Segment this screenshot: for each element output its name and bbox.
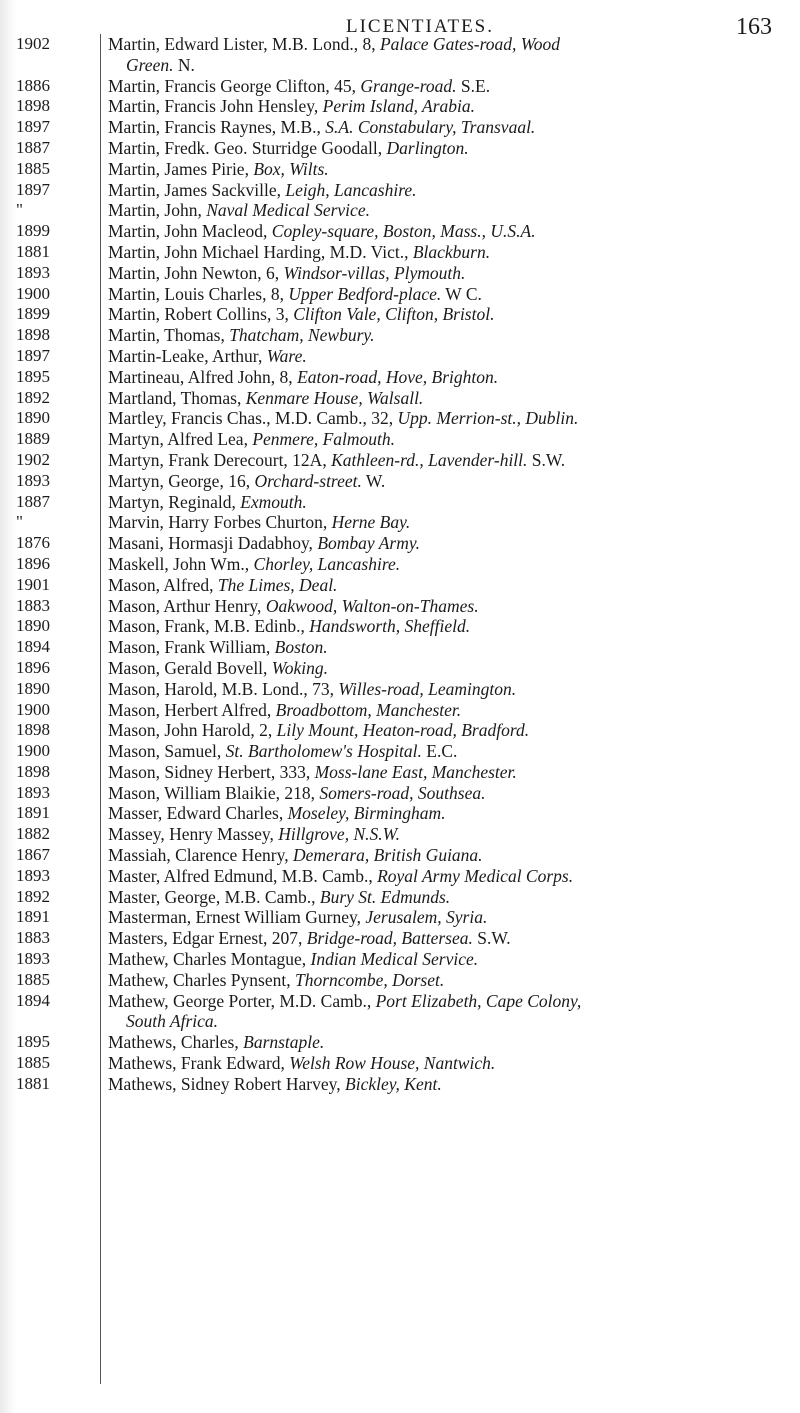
list-item: [108, 928, 768, 949]
list-item: [108, 907, 768, 928]
list-item: [108, 242, 768, 263]
licentiate-name: Mason, Frank William,: [108, 637, 275, 658]
licentiate-name: Maskell, John Wm.,: [108, 553, 254, 574]
admission-year: 1896: [16, 657, 50, 677]
licentiate-address: S.A. Constabulary, Transvaal.: [325, 117, 536, 138]
list-item: [108, 824, 768, 845]
list-item: [108, 949, 768, 970]
licentiate-name: Masser, Edward Charles,: [108, 803, 288, 824]
list-item: [108, 388, 768, 409]
entry-continuation: [108, 1011, 768, 1032]
licentiate-address: Port Elizabeth, Cape Colony,: [375, 990, 582, 1011]
list-item: [108, 866, 768, 887]
licentiate-address: Leigh, Lancashire.: [285, 179, 417, 200]
postal-district: E.C.: [421, 741, 458, 762]
list-item: [108, 200, 768, 221]
admission-year: 1894: [16, 990, 50, 1010]
licentiate-address: Naval Medical Service.: [206, 200, 370, 221]
licentiate-name: Mason, Arthur Henry,: [108, 595, 266, 616]
list-item: [108, 970, 768, 991]
admission-year: 1893: [16, 949, 50, 969]
list-item: [108, 1053, 768, 1074]
admission-year: [16, 1011, 102, 1032]
list-item: [108, 346, 768, 367]
admission-year: 1898: [16, 720, 50, 740]
licentiate-address: Demerara, British Guiana.: [292, 845, 483, 866]
licentiate-address: Darlington.: [386, 137, 469, 158]
licentiate-address: Grange-road.: [360, 75, 457, 96]
licentiate-address: Woking.: [271, 657, 329, 678]
licentiate-name: Mason, Herbert Alfred,: [108, 699, 276, 720]
licentiate-address: Copley-square, Boston, Mass., U.S.A.: [271, 221, 536, 242]
list-item: [108, 263, 768, 284]
licentiate-name: Martineau, Alfred John, 8,: [108, 366, 298, 387]
admission-year: 1897: [16, 117, 50, 137]
licentiate-name: Master, Alfred Edmund, M.B. Camb.,: [108, 865, 378, 886]
admission-year: 1893: [16, 470, 50, 490]
admission-year: 1881: [16, 241, 50, 261]
admission-year: 1896: [16, 553, 50, 573]
list-item: [108, 408, 768, 429]
list-item: [108, 159, 768, 180]
list-item: [108, 700, 768, 721]
list-item: [108, 720, 768, 741]
licentiate-name: Mason, Gerald Bovell,: [108, 657, 272, 678]
list-item: [108, 367, 768, 388]
licentiate-address: Handsworth, Sheffield.: [309, 616, 471, 637]
admission-year: 1883: [16, 595, 50, 615]
admission-year: 1898: [16, 761, 50, 781]
list-item: [108, 304, 768, 325]
page-number: 163: [736, 14, 772, 40]
admission-year: 1900: [16, 741, 50, 761]
licentiate-address: Penmere, Falmouth.: [252, 429, 396, 450]
licentiate-name: Massey, Henry Massey,: [108, 824, 279, 845]
admission-year: 1891: [16, 803, 50, 823]
list-item: [108, 679, 768, 700]
licentiate-name: Mason, Frank, M.B. Edinb.,: [108, 616, 310, 637]
licentiate-name: Martin-Leake, Arthur,: [108, 345, 267, 366]
postal-district: S.W.: [527, 449, 566, 470]
licentiate-name: Martin, Robert Collins, 3,: [108, 304, 294, 325]
licentiate-address: Jerusalem, Syria.: [365, 907, 488, 928]
licentiate-name: Masters, Edgar Ernest, 207,: [108, 928, 307, 949]
licentiate-address: Thatcham, Newbury.: [229, 325, 375, 346]
licentiate-address: Bury St. Edmunds.: [319, 886, 451, 907]
licentiate-name: Mason, John Harold, 2,: [108, 720, 277, 741]
licentiate-address: St. Bartholomew's Hospital.: [225, 741, 422, 762]
licentiate-address: Exmouth.: [240, 491, 307, 512]
licentiate-name: Master, George, M.B. Camb.,: [108, 886, 320, 907]
list-item: [108, 34, 768, 55]
licentiate-name: Martin, John Michael Harding, M.D. Vict.,: [108, 241, 413, 262]
admission-year: 1867: [16, 845, 50, 865]
licentiate-address: Moss-lane East, Manchester.: [314, 761, 517, 782]
admission-year: ": [16, 512, 23, 532]
licentiate-name: Mason, William Blaikie, 218,: [108, 782, 320, 803]
admission-year: 1902: [16, 449, 50, 469]
page-gutter-shadow: [0, 0, 16, 1413]
licentiate-name: Martyn, George, 16,: [108, 470, 255, 491]
licentiate-address: Welsh Row House, Nantwich.: [289, 1053, 496, 1074]
admission-year: 1890: [16, 678, 50, 698]
licentiate-address: Moseley, Birmingham.: [287, 803, 446, 824]
licentiate-name: Martin, Fredk. Geo. Sturridge Goodall,: [108, 137, 387, 158]
licentiates-list: [108, 34, 768, 1095]
list-item: [108, 658, 768, 679]
admission-year: 1887: [16, 137, 50, 157]
licentiate-name: Martin, Francis George Clifton, 45,: [108, 75, 361, 96]
licentiate-address: Box, Wilts.: [253, 158, 329, 179]
postal-district: S.W.: [472, 928, 511, 949]
licentiate-address: Oakwood, Walton-on-Thames.: [265, 595, 479, 616]
list-item: [108, 991, 768, 1012]
licentiate-name: Martland, Thomas,: [108, 387, 246, 408]
licentiate-address: Perim Island, Arabia.: [322, 96, 475, 117]
licentiate-address: Kenmare House, Walsall.: [245, 387, 424, 408]
licentiate-address: Bridge-road, Battersea.: [306, 928, 473, 949]
licentiate-address: Ware.: [266, 345, 307, 366]
admission-year: 1902: [16, 34, 50, 53]
licentiate-name: Mason, Alfred,: [108, 574, 218, 595]
licentiate-name: Mason, Harold, M.B. Lond., 73,: [108, 678, 339, 699]
admission-year: 1900: [16, 283, 50, 303]
licentiate-address: Blackburn.: [412, 241, 491, 262]
licentiate-address: Hillgrove, N.S.W.: [278, 824, 400, 845]
licentiate-address: Somers-road, Southsea.: [319, 782, 486, 803]
licentiate-name: Martin, Francis Raynes, M.B.,: [108, 117, 326, 138]
licentiate-address: Orchard-street.: [254, 470, 362, 491]
licentiate-address: The Limes, Deal.: [217, 574, 338, 595]
admission-year: 1901: [16, 574, 50, 594]
licentiate-address: Willes-road, Leamington.: [338, 678, 517, 699]
list-item: [108, 803, 768, 824]
licentiate-name: Martin, John Macleod,: [108, 221, 272, 242]
licentiate-address: Bombay Army.: [317, 533, 421, 554]
licentiate-name: Mason, Samuel,: [108, 741, 226, 762]
list-item: [108, 596, 768, 617]
admission-year: ": [16, 200, 23, 220]
licentiate-name: Martin, Edward Lister, M.B. Lond., 8,: [108, 34, 380, 54]
licentiate-name: Mathew, Charles Pynsent,: [108, 969, 295, 990]
admission-year: 1885: [16, 158, 50, 178]
admission-year: 1900: [16, 699, 50, 719]
list-item: [108, 1074, 768, 1095]
licentiate-name: Martyn, Reginald,: [108, 491, 241, 512]
licentiate-address: Green.: [126, 54, 174, 75]
list-item: [108, 533, 768, 554]
list-item: [108, 138, 768, 159]
admission-year: 1895: [16, 1032, 50, 1052]
licentiate-name: Martin, Thomas,: [108, 325, 230, 346]
admission-year: 1894: [16, 637, 50, 657]
list-item: [108, 325, 768, 346]
admission-year: 1881: [16, 1073, 50, 1093]
licentiate-name: Masterman, Ernest William Gurney,: [108, 907, 366, 928]
admission-year: 1887: [16, 491, 50, 511]
licentiate-name: Martyn, Alfred Lea,: [108, 429, 253, 450]
licentiate-address: South Africa.: [126, 1011, 219, 1032]
admission-year: 1893: [16, 865, 50, 885]
list-item: [108, 96, 768, 117]
admission-year: 1883: [16, 928, 50, 948]
licentiate-address: Upper Bedford-place.: [288, 283, 442, 304]
licentiate-name: Mathew, Charles Montague,: [108, 949, 311, 970]
list-item: [108, 221, 768, 242]
postal-district: W.: [361, 470, 386, 491]
list-item: [108, 1032, 768, 1053]
list-item: [108, 492, 768, 513]
list-item: [108, 845, 768, 866]
list-item: [108, 284, 768, 305]
list-item: [108, 512, 768, 533]
licentiate-address: Eaton-road, Hove, Brighton.: [297, 366, 499, 387]
list-item: [108, 637, 768, 658]
admission-year: 1895: [16, 366, 50, 386]
admission-year: 1890: [16, 408, 50, 428]
licentiate-name: Martin, John,: [108, 200, 207, 221]
list-item: [108, 616, 768, 637]
admission-year: 1885: [16, 1053, 50, 1073]
list-item: [108, 180, 768, 201]
admission-year: 1890: [16, 616, 50, 636]
admission-year: 1897: [16, 345, 50, 365]
admission-year: 1876: [16, 533, 50, 553]
licentiate-address: Lily Mount, Heaton-road, Bradford.: [276, 720, 530, 741]
list-item: [108, 783, 768, 804]
list-item: [108, 887, 768, 908]
postal-district: W C.: [441, 283, 482, 304]
entry-continuation: [108, 55, 768, 76]
list-item: [108, 429, 768, 450]
licentiate-address: Thorncombe, Dorset.: [294, 969, 445, 990]
licentiate-name: Martley, Francis Chas., M.D. Camb., 32,: [108, 408, 398, 429]
list-item: [108, 76, 768, 97]
admission-year: 1885: [16, 969, 50, 989]
list-item: [108, 762, 768, 783]
admission-year: 1897: [16, 179, 50, 199]
list-item: [108, 117, 768, 138]
licentiate-name: Mathews, Charles,: [108, 1032, 244, 1053]
column-rule: [100, 34, 101, 1384]
admission-year: 1882: [16, 824, 50, 844]
admission-year: 1892: [16, 886, 50, 906]
postal-district: N.: [173, 54, 195, 75]
licentiate-address: Kathleen-rd., Lavender-hill.: [331, 449, 528, 470]
admission-year: 1899: [16, 221, 50, 241]
licentiate-address: Palace Gates-road, Wood: [379, 34, 560, 54]
licentiate-name: Masani, Hormasji Dadabhoy,: [108, 533, 318, 554]
list-item: [108, 450, 768, 471]
list-item: [108, 471, 768, 492]
licentiate-address: Royal Army Medical Corps.: [377, 865, 574, 886]
admission-year: 1898: [16, 325, 50, 345]
licentiate-address: Upp. Merrion-st., Dublin.: [397, 408, 579, 429]
licentiate-address: Chorley, Lancashire.: [253, 553, 401, 574]
admission-year: 1889: [16, 429, 50, 449]
licentiate-name: Martin, James Sackville,: [108, 179, 286, 200]
licentiate-address: Boston.: [274, 637, 328, 658]
admission-year: 1892: [16, 387, 50, 407]
licentiate-address: Clifton Vale, Clifton, Bristol.: [293, 304, 495, 325]
licentiate-address: Indian Medical Service.: [310, 949, 479, 970]
licentiate-address: Bickley, Kent.: [345, 1073, 442, 1094]
licentiate-address: Windsor-villas, Plymouth.: [283, 262, 466, 283]
licentiate-name: Mathews, Frank Edward,: [108, 1053, 290, 1074]
admission-year: 1886: [16, 75, 50, 95]
list-item: [108, 554, 768, 575]
licentiate-name: Martyn, Frank Derecourt, 12A,: [108, 449, 332, 470]
licentiate-name: Martin, James Pirie,: [108, 158, 254, 179]
licentiate-name: Martin, Louis Charles, 8,: [108, 283, 289, 304]
licentiate-name: Mathews, Sidney Robert Harvey,: [108, 1073, 346, 1094]
licentiate-name: Mason, Sidney Herbert, 333,: [108, 761, 315, 782]
admission-year: 1899: [16, 304, 50, 324]
licentiate-name: Marvin, Harry Forbes Churton,: [108, 512, 332, 533]
licentiate-name: Martin, John Newton, 6,: [108, 262, 284, 283]
licentiate-address: Broadbottom, Manchester.: [275, 699, 462, 720]
licentiate-address: Herne Bay.: [331, 512, 411, 533]
licentiate-name: Martin, Francis John Hensley,: [108, 96, 323, 117]
licentiate-name: Mathew, George Porter, M.D. Camb.,: [108, 990, 376, 1011]
licentiate-address: Barnstaple.: [243, 1032, 325, 1053]
admission-year: 1893: [16, 782, 50, 802]
licentiate-name: Massiah, Clarence Henry,: [108, 845, 293, 866]
admission-year: [16, 55, 102, 76]
admission-year: 1893: [16, 262, 50, 282]
admission-year: 1891: [16, 907, 50, 927]
running-head: LICENTIATES.: [345, 16, 494, 37]
list-item: [108, 575, 768, 596]
admission-year-column: [16, 34, 102, 1095]
postal-district: S.E.: [456, 75, 491, 96]
admission-year: 1898: [16, 96, 50, 116]
list-item: [108, 741, 768, 762]
